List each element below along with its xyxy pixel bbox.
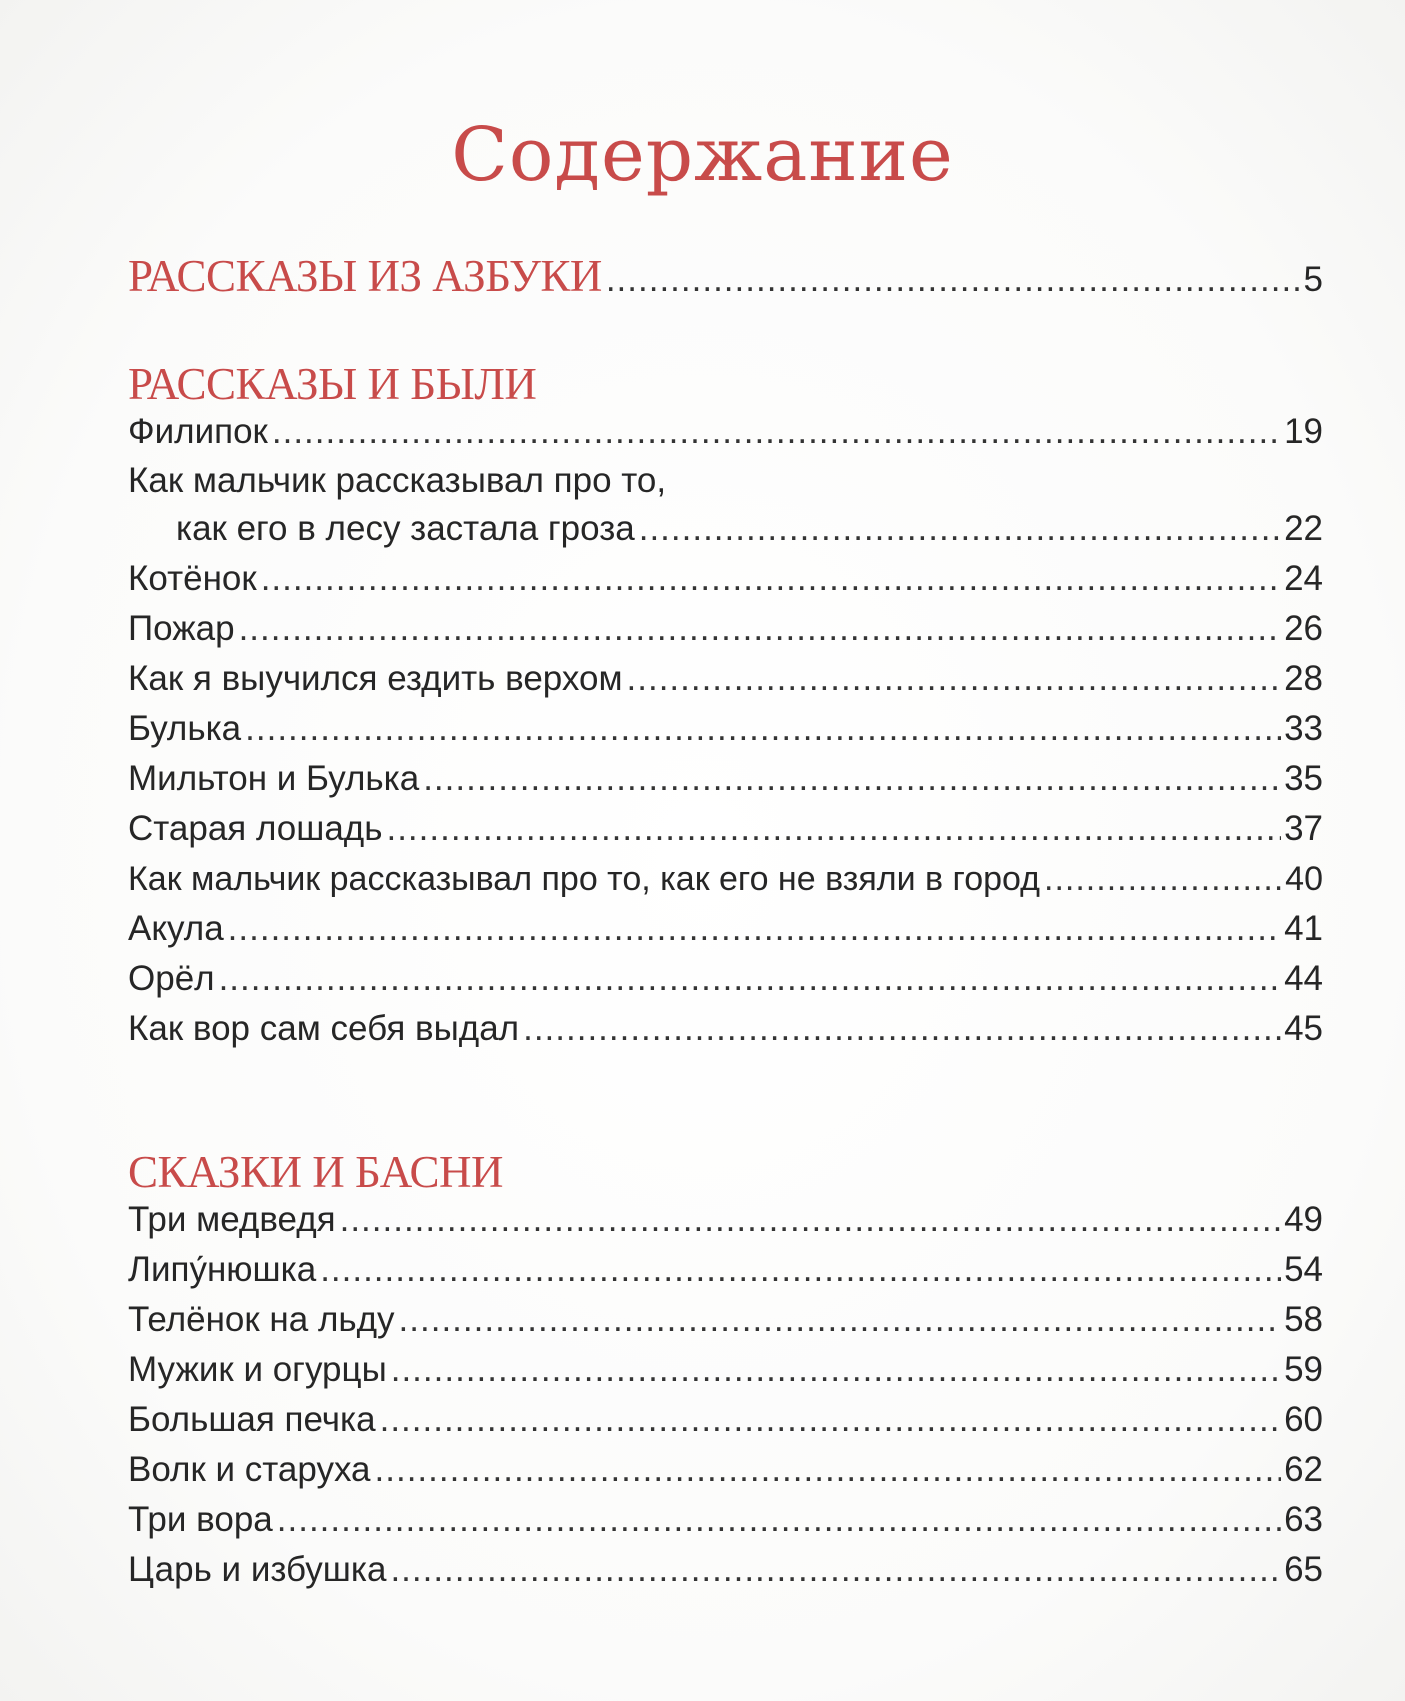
toc-entry[interactable]	[128, 957, 1323, 1001]
dot-leader	[272, 410, 1281, 454]
page-number: 63	[1284, 1500, 1323, 1539]
page-number: 41	[1284, 909, 1323, 948]
dot-leader	[391, 1348, 1281, 1392]
page-number: 45	[1284, 1009, 1323, 1048]
dot-leader	[1044, 857, 1282, 901]
page-number: 22	[1284, 509, 1323, 548]
page-number: 44	[1284, 959, 1323, 998]
entry-title: Три медведя	[128, 1200, 336, 1239]
page-number: 33	[1284, 709, 1323, 748]
toc-section-azbuka[interactable]	[128, 248, 1323, 304]
dot-leader	[340, 1198, 1281, 1242]
page-number: 58	[1284, 1300, 1323, 1339]
toc-entry[interactable]	[128, 1248, 1323, 1292]
dot-leader	[239, 607, 1281, 651]
page-number: 40	[1285, 860, 1323, 898]
dot-leader	[228, 907, 1281, 951]
page-number: 28	[1284, 659, 1323, 698]
entry-title: Мужик и огурцы	[128, 1350, 387, 1389]
entry-title: Волк и старуха	[128, 1450, 371, 1489]
entry-title: Три вора	[128, 1500, 273, 1539]
entry-title: Как вор сам себя выдал	[128, 1009, 520, 1048]
entry-title: Котёнок	[128, 559, 257, 598]
toc-entry[interactable]	[128, 410, 1323, 454]
entry-title: Царь и избушка	[128, 1550, 387, 1589]
page-number: 54	[1284, 1250, 1323, 1289]
dot-leader	[386, 807, 1281, 851]
section-heading-skazki-i-basni: СКАЗКИ И БАСНИ	[128, 1147, 503, 1197]
toc-entry[interactable]	[128, 657, 1323, 701]
dot-leader	[219, 957, 1281, 1001]
toc-entry[interactable]	[128, 1198, 1323, 1242]
entry-title: Большая печка	[128, 1400, 376, 1439]
entry-title: Пожар	[128, 609, 235, 648]
page-number: 35	[1284, 759, 1323, 798]
toc-entry[interactable]	[128, 607, 1323, 651]
dot-leader	[390, 1548, 1281, 1592]
page-number: 26	[1284, 609, 1323, 648]
dot-leader	[380, 1398, 1281, 1442]
entry-title: Как я выучился ездить верхом	[128, 659, 623, 698]
page-title: Содержание	[451, 112, 954, 198]
entry-title: Булька	[128, 709, 242, 748]
dot-leader	[423, 757, 1281, 801]
toc-entry[interactable]	[128, 757, 1323, 801]
section-heading: РАССКАЗЫ ИЗ АЗБУКИ	[128, 251, 602, 301]
toc-entry[interactable]	[128, 557, 1323, 601]
dot-leader	[606, 252, 1301, 308]
toc-entry[interactable]	[128, 1348, 1323, 1392]
toc-entry[interactable]	[128, 1007, 1323, 1051]
page-number: 37	[1284, 809, 1323, 848]
page-number: 62	[1284, 1450, 1323, 1489]
entry-title: Как мальчик рассказывал про то, как его не взяли в город	[128, 860, 1041, 898]
dot-leader	[277, 1498, 1281, 1542]
page-number: 5	[1303, 260, 1323, 299]
page-number: 59	[1284, 1350, 1323, 1389]
dot-leader	[627, 657, 1282, 701]
page-number: 60	[1284, 1400, 1323, 1439]
entry-title: Филипок	[128, 412, 268, 451]
toc-entry[interactable]	[128, 1398, 1323, 1442]
page-number: 19	[1284, 412, 1323, 451]
entry-title: Акула	[128, 909, 224, 948]
entry-title: Липу́нюшка	[128, 1250, 317, 1289]
dot-leader	[639, 507, 1281, 551]
section-heading-rasskazy-i-byli: РАССКАЗЫ И БЫЛИ	[128, 359, 537, 409]
entry-title: Телёнок на льду	[128, 1300, 395, 1339]
entry-title: Старая лошадь	[128, 809, 383, 848]
toc-entry[interactable]	[128, 1298, 1323, 1342]
page-number: 49	[1284, 1200, 1323, 1239]
toc-entry[interactable]	[176, 507, 1323, 551]
entry-title: Мильтон и Булька	[128, 759, 420, 798]
toc-entry[interactable]	[128, 857, 1323, 901]
dot-leader	[375, 1448, 1282, 1492]
toc-entry[interactable]	[128, 707, 1323, 751]
entry-title: Орёл	[128, 959, 215, 998]
entry-title: как его в лесу застала гроза	[176, 509, 635, 548]
entry-title-line1: Как мальчик рассказывал про то,	[128, 461, 667, 500]
toc-entry[interactable]	[128, 807, 1323, 851]
toc-entry[interactable]	[128, 1498, 1323, 1542]
dot-leader	[261, 557, 1281, 601]
dot-leader	[320, 1248, 1281, 1292]
page-number: 24	[1284, 559, 1323, 598]
dot-leader	[399, 1298, 1282, 1342]
page-number: 65	[1284, 1550, 1323, 1589]
toc-entry[interactable]	[128, 1448, 1323, 1492]
dot-leader	[245, 707, 1281, 751]
dot-leader	[523, 1007, 1281, 1051]
toc-entry[interactable]	[128, 1548, 1323, 1592]
toc-entry[interactable]	[128, 907, 1323, 951]
